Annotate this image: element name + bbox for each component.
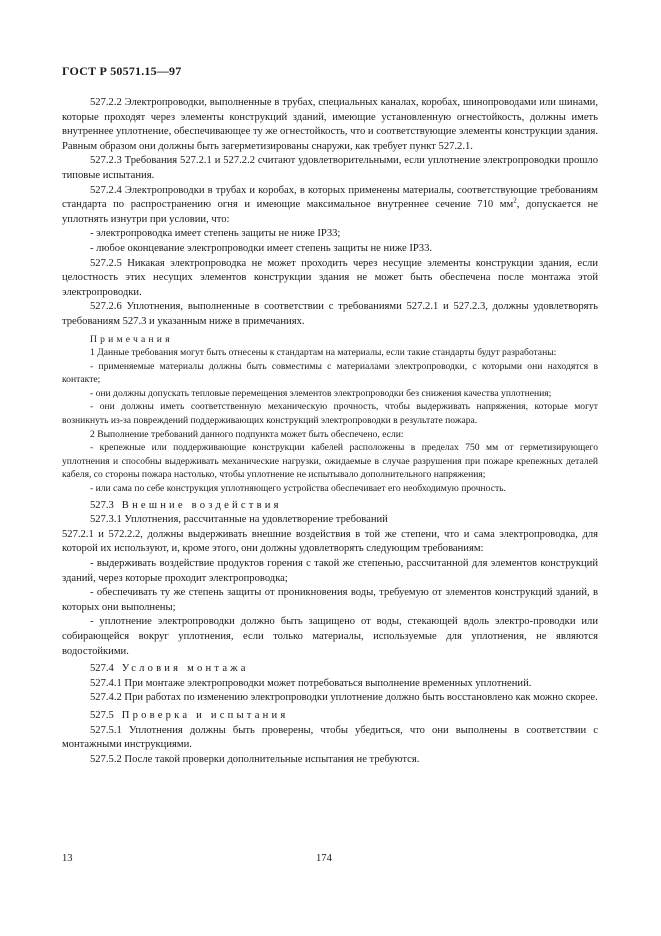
list-item: - они должны допускать тепловые перемещения элементов электропроводки без снижения качества уплотнения; <box>90 387 552 399</box>
section-heading-527-3 <box>62 499 598 514</box>
paragraph-527-2-3: 527.2.3 Требования 527.2.1 и 527.2.2 считают удовлетворительными, если уплотнение электропроводки прошло типовые испытания. <box>62 155 598 181</box>
paragraph-527-2-4 <box>62 184 598 228</box>
section-heading-527-4 <box>62 662 598 677</box>
document-header: ГОСТ Р 50571.15—97 <box>62 64 182 78</box>
note-1: 1 Данные требования могут быть отнесены к стандартам на материалы, если такие стандарты будут разработаны: <box>90 347 557 359</box>
paragraph-527-3-1-cont: 527.2.1 и 572.2.2, должны выдерживать внешние воздействия в той же степени, что и сама электропроводка, для которой их используют, и, кроме этого, они должны удовлетворять следующим требованиям: <box>62 528 598 555</box>
list-item: - они должны иметь соответственную механическую прочность, чтобы выдерживать напряжения, которые могут возникнуть из-за повреждений поддерживающих конструкций электропроводки в результате пожара. <box>62 401 598 427</box>
list-item: - уплотнение электропроводки должно быть защищено от воды, стекающей вдоль электро-проводки или собирающейся вокруг уплотнения, если только материалы, используемые для уплотнения, не являются водостойкими. <box>62 616 598 657</box>
list-item: - электропроводка имеет степень защиты не ниже IP33; <box>90 228 341 240</box>
document-body <box>62 96 598 767</box>
list-item: - обеспечивать ту же степень защиты от проникновения воды, требуемую от элементов конструкций зданий, в которых они выполнены; <box>62 587 598 613</box>
section-title: Условия монтажа <box>121 663 249 675</box>
page-number-left: 13 <box>62 853 73 864</box>
paragraph-527-2-4-tail: , допускается не уплотнять изнутри при условии, что: <box>62 199 598 225</box>
list-item: - применяемые материалы должны быть совместимы с материалами электропроводки, с которыми они находятся в контакте; <box>62 360 598 386</box>
section-number: 527.5 <box>90 709 114 721</box>
list-item: - крепежные или поддерживающие конструкции кабелей расположены в пределах 750 мм от герметизирующего уплотнения и способны выдерживать механические нагрузки, ожидаемые в случае разрушения при пожаре крепежных деталей кабеля, со стороны пожара настолько, чтобы уплотнение не испытывало дополнительного напряжения; <box>62 442 598 481</box>
paragraph-527-4-2: 527.4.2 При работах по изменению электропроводки уплотнение должно быть восстановлено как можно скорее. <box>90 692 598 704</box>
section-number: 527.3 <box>90 499 114 511</box>
paragraph-527-5-1: 527.5.1 Уплотнения должны быть проверены, чтобы убедиться, что они выполнены в соответствии с монтажными инструкциями. <box>62 724 598 751</box>
list-item: - любое оконцевание электропроводки имеет степень защиты не ниже IP33. <box>90 242 433 254</box>
notes-title: Примечания <box>90 333 173 345</box>
page-number-center: 174 <box>316 853 332 864</box>
paragraph-527-2-4-text: 527.2.4 Электропроводки в трубах и коробах, в которых применены материалы, соответствующие требованиям стандарта по распространению огня и имеющие максимальное внутреннее сечение 710 мм <box>62 184 598 211</box>
superscript: 2 <box>513 196 517 205</box>
paragraph-527-2-5: 527.2.5 Никакая электропроводка не может проходить через несущие элементы конструкции здания, если целостность этих несущих элементов конструкции здания не может быть обеспечена после монтажа этой электропроводки. <box>62 257 598 298</box>
paragraph-527-5-2: 527.5.2 После такой проверки дополнительные испытания не требуются. <box>90 753 420 765</box>
section-heading-527-5 <box>62 709 598 724</box>
list-item: - или сама по себе конструкция уплотняющего устройства обеспечивает его необходимую прочность. <box>90 483 506 495</box>
section-number: 527.4 <box>90 663 114 675</box>
paragraph-527-3-1: 527.3.1 Уплотнения, рассчитанные на удовлетворение требований <box>90 514 388 526</box>
list-item: - выдерживать воздействие продуктов горения с такой же степенью, рассчитанной для элементов конструкций зданий, через которые проходит электропроводка; <box>62 558 598 584</box>
section-title: Проверка и испытания <box>121 709 289 721</box>
note-2: 2 Выполнение требований данного подпункта может быть обеспечено, если: <box>90 428 404 440</box>
paragraph-527-2-2: 527.2.2 Электропроводки, выполненные в трубах, специальных каналах, коробах, шинопроводами или шинами, которые проходят через элементы конструкций зданий, имеющие установленную огнестойкость, должны иметь внутреннее уплотнение, обеспечивающее ту же огнестойкость, что и соответствующие элементы конструкции здания. Равным образом они должны быть загерметизированы снаружи, как требует пункт 527.2.1. <box>62 97 598 152</box>
paragraph-527-2-6: 527.2.6 Уплотнения, выполненные в соответствии с требованиями 527.2.1 и 527.2.3, должны удовлетворять требованиям 527.3 и указанным ниже в примечаниях. <box>62 301 598 327</box>
notes-block <box>62 333 598 496</box>
paragraph-527-4-1: 527.4.1 При монтаже электропроводки может потребоваться выполнение временных уплотнений. <box>90 677 532 689</box>
section-title: Внешние воздействия <box>121 499 282 511</box>
